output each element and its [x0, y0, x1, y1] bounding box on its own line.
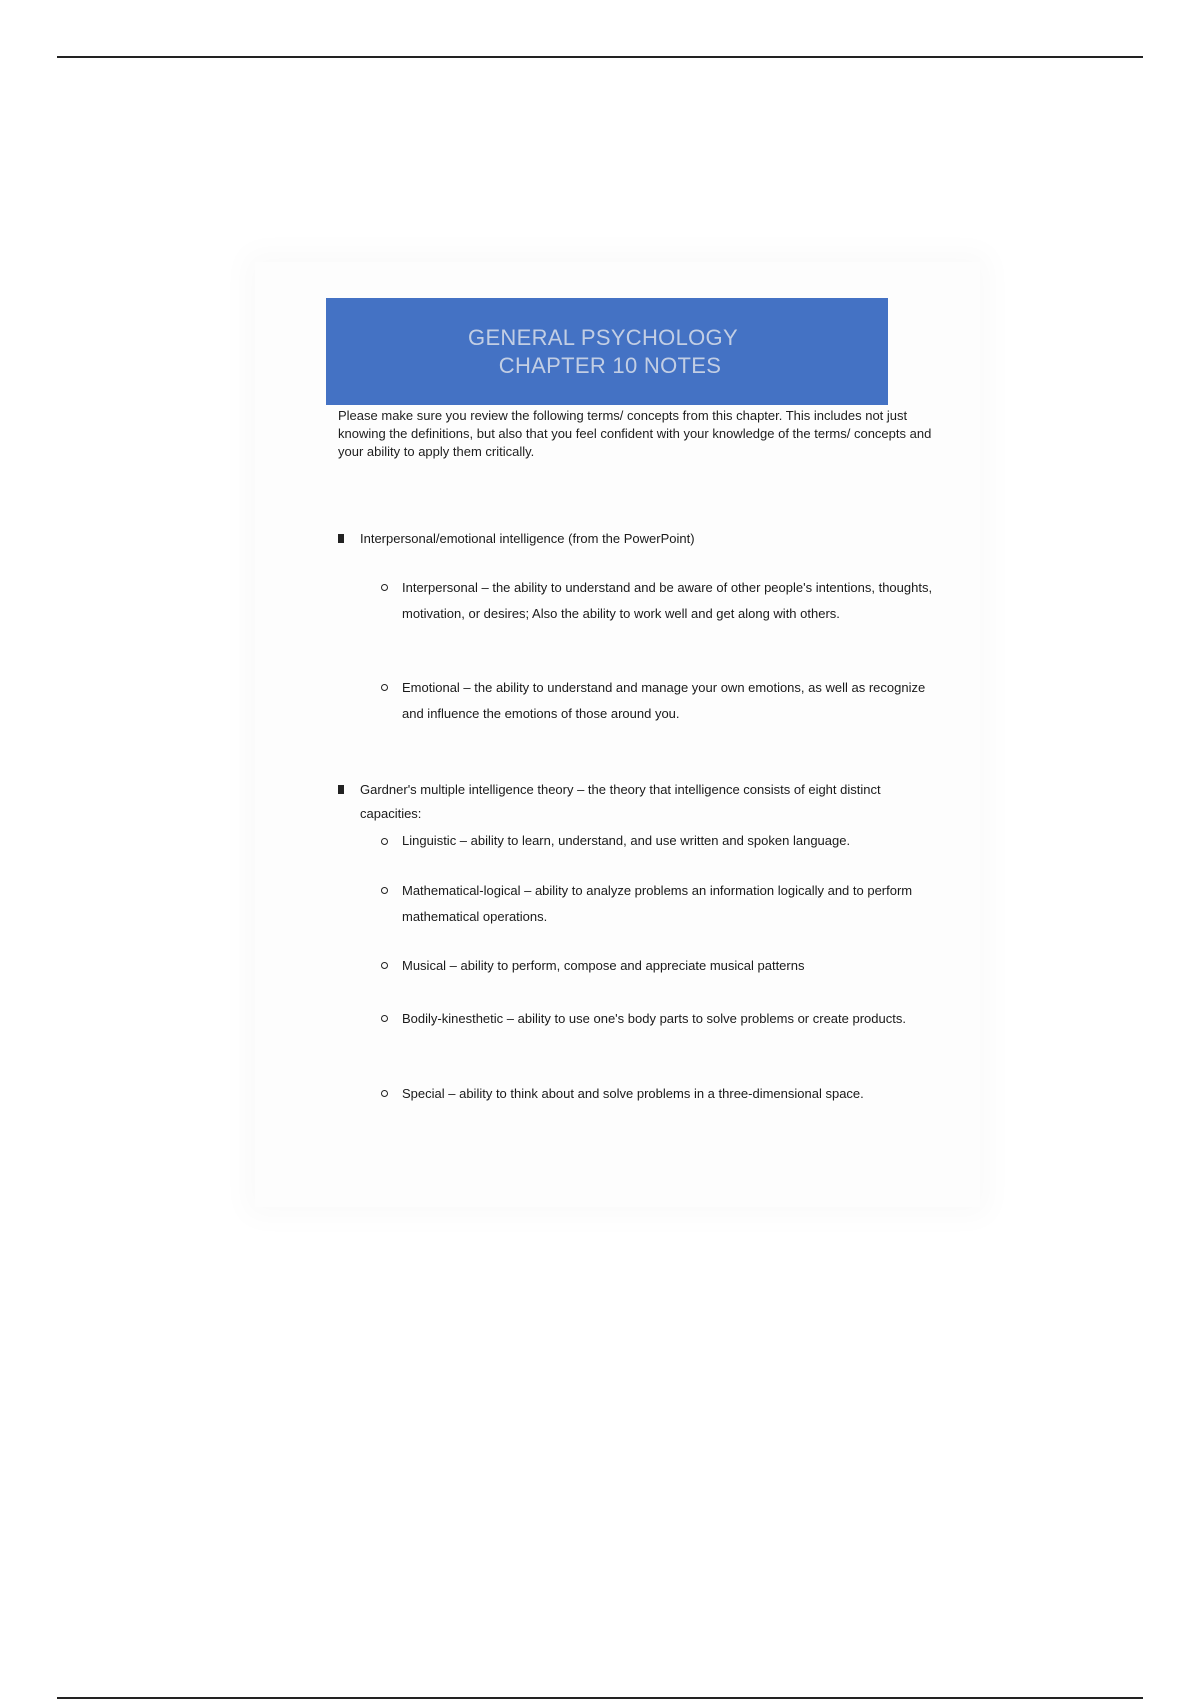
circle-bullet-icon: [381, 584, 388, 591]
square-bullet-icon: [338, 785, 344, 794]
header-divider-line: [57, 56, 1143, 58]
circle-bullet-icon: [381, 1015, 388, 1022]
list-item-text: Mathematical-logical – ability to analyze problems an information logically and to perform mathematical operations.: [402, 883, 913, 924]
section-label: Interpersonal/emotional intelligence (from the PowerPoint): [360, 531, 695, 546]
circle-bullet-icon: [381, 684, 388, 691]
list-item-text: Emotional – the ability to understand and manage your own emotions, as well as recognize and influence the emotions of those around you.: [402, 680, 926, 721]
title-banner: [326, 298, 888, 405]
square-bullet-icon: [338, 534, 344, 543]
list-item-musical: [381, 953, 936, 979]
intro-paragraph: Please make sure you review the following terms/ concepts from this chapter. This includes not just knowing the definitions, but also that you feel confident with your knowledge of the terms/ concepts and your ability to apply them critically.: [338, 408, 932, 459]
list-item-text: Special – ability to think about and solve problems in a three-dimensional space.: [402, 1086, 864, 1101]
list-item-bodily-kinesthetic: [381, 1006, 936, 1032]
title-line-1: GENERAL PSYCHOLOGY: [468, 324, 738, 350]
list-item-linguistic: [381, 829, 936, 852]
section-heading-interpersonal: [338, 527, 938, 551]
list-item-text: Linguistic – ability to learn, understand, and use written and spoken language.: [402, 833, 851, 848]
circle-bullet-icon: [381, 962, 388, 969]
list-item-text: Musical – ability to perform, compose and appreciate musical patterns: [402, 958, 805, 973]
list-item-text: Bodily-kinesthetic – ability to use one's body parts to solve problems or create products.: [402, 1011, 906, 1026]
circle-bullet-icon: [381, 838, 388, 845]
circle-bullet-icon: [381, 887, 388, 894]
list-item-interpersonal: [381, 575, 936, 627]
list-item-emotional: [381, 675, 936, 727]
circle-bullet-icon: [381, 1090, 388, 1097]
list-item-mathematical-logical: [381, 878, 936, 930]
section-label: Gardner's multiple intelligence theory – the theory that intelligence consists of eight distinct capacities:: [360, 782, 881, 821]
footer-divider-line: [57, 1697, 1143, 1699]
list-item-text: Interpersonal – the ability to understand and be aware of other people's intentions, thoughts, motivation, or desires; Also the ability to work well and get along with others.: [402, 580, 933, 621]
title-line-2: CHAPTER 10 NOTES: [498, 352, 722, 378]
list-item-spatial: [381, 1081, 936, 1107]
section-heading-gardner: [338, 778, 938, 826]
